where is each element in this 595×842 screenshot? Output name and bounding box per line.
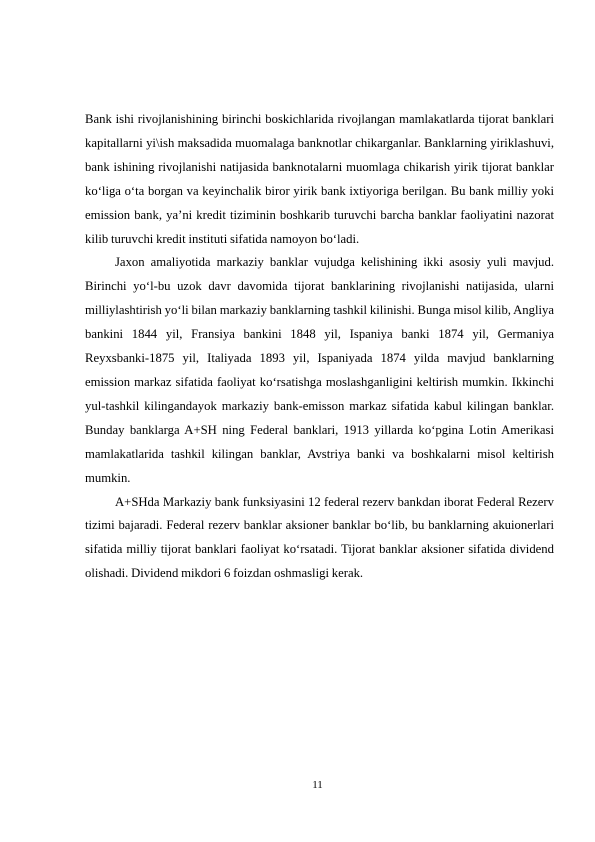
paragraph-federal-reserve: A+SHda Markaziy bank funksiyasini 12 federal rezerv bankdan iborat Federal Rezerv tizimi bajaradi. Federal rezerv banklar aksioner banklar bo‘lib, bu banklarning akuionerlari sifatida milliy tijorat banklari faoliyat ko‘rsatadi. Tijorat banklar aksioner sifatida dividend olishadi. Dividend mikdori 6 foizdan oshmasligi kerak. (85, 494, 554, 581)
page-number: 11 (312, 779, 323, 791)
paragraph-central-bank-origins: Jaxon amaliyotida markaziy banklar vujudga kelishining ikki asosiy yuli mavjud. Birinchi yo‘l-bu uzok davr davomida tijorat banklarining rivojlanishi natijasida, ularni milliylashtirish yo‘li bilan markaziy banklarning tashkil kilinishi. Bunga misol kilib, Angliya bankini 1844 yil, Fransiya bankini 1848 yil, Ispaniya banki 1874 yil, Germaniya Reyxsbanki-1875 yil, Italiyada 1893 yil, Ispaniyada 1874 yilda mavjud banklarning emission markaz sifatida faoliyat ko‘rsatishga moslashganligini keltirish mumkin. Ikkinchi yul-tashkil kilingandayok markaziy bank-emisson markaz sifatida kabul kilingan banklar. Bunday banklarga A+SH ning Federal banklari, 1913 yillarda ko‘pgina Lotin Amerikasi mamlakatlarida tashkil kilingan banklar, Avstriya banki va boshkalarni misol keltirish mumkin. (85, 255, 554, 485)
body-text (85, 108, 554, 586)
paragraph-banknote-history: Bank ishi rivojlanishining birinchi boskichlarida rivojlangan mamlakatlarda tijorat banklari kapitallarni yi\ish maksadida muomalaga banknotlar chikarganlar. Banklarning yiriklashuvi, bank ishining rivojlanishi natijasida banknotalarni muomlaga chikarish yirik tijorat banklar ko‘liga o‘ta borgan va keyinchalik biror yirik bank ixtiyoriga berilgan. Bu bank milliy yoki emission bank, ya’ni kredit tiziminin boshkarib turuvchi barcha banklar faoliyatini nazorat kilib turuvchi kredit instituti sifatida namoyon bo‘ladi. (85, 112, 554, 246)
